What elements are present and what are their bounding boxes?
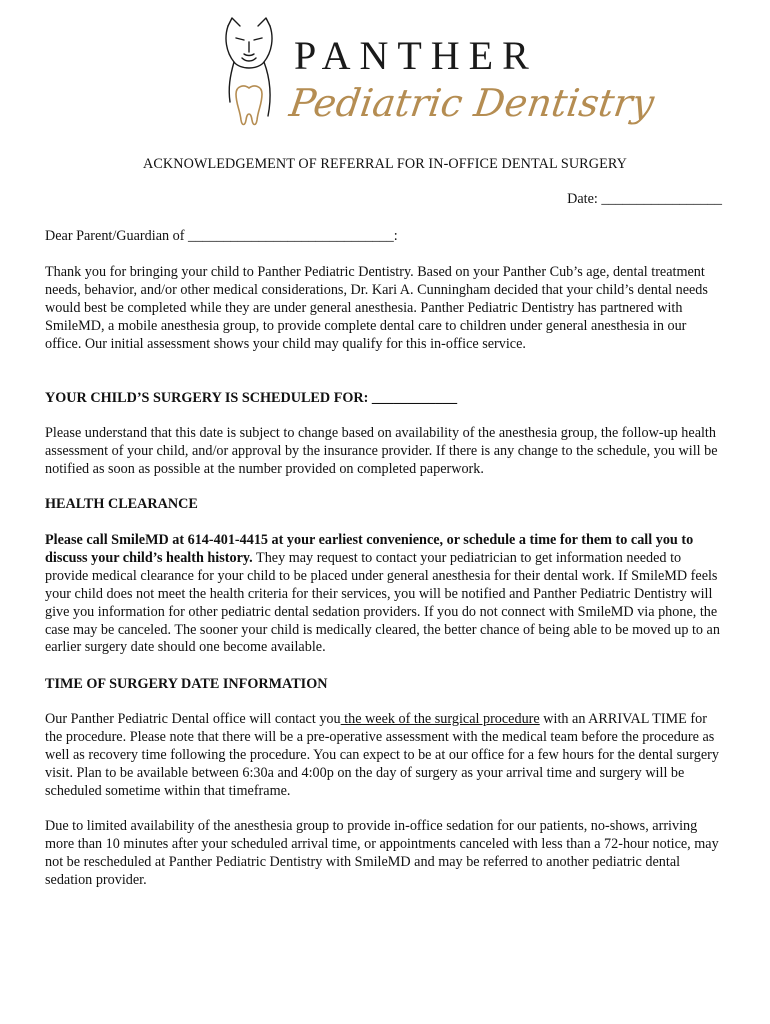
document-title: ACKNOWLEDGEMENT OF REFERRAL FOR IN-OFFICE DENTAL SURGERY <box>143 156 627 172</box>
panther-tooth-icon <box>220 16 278 134</box>
health-clearance-body: They may request to contact your pediatrician to get information needed to provide medical clearance for your child to be placed under general anesthesia for their dental work. If SmileMD feels your child does not meet the health criteria for their services, you will be notified and Panther Pediatric Dentistry will give you information for other pediatric dental sedation providers. If you do not connect with SmileMD via phone, the case may be canceled. The sooner your child is medically cleared, the better chance of being able to be moved up to an earlier surgery date should one become available. <box>45 549 720 656</box>
health-clearance-paragraph <box>45 532 725 657</box>
time-of-surgery-paragraph <box>45 711 725 801</box>
date-field: Date: _________________ <box>567 191 722 207</box>
scheduled-heading: YOUR CHILD’S SURGERY IS SCHEDULED FOR: ____________ <box>45 390 458 406</box>
health-clearance-heading: HEALTH CLEARANCE <box>45 496 198 512</box>
time-of-surgery-heading: TIME OF SURGERY DATE INFORMATION <box>45 676 328 692</box>
time-body-text: with an ARRIVAL TIME for the procedure. Please note that there will be a pre-operative assessment with the medical team before the procedure as well as recovery time following the procedure. You can expect to be at our office for a few hours for the dental surgery visit. Plan to be available between 6:30a and 4:00p on the day of surgery as your arrival time and surgery will be scheduled sometime within that timeframe. <box>45 711 719 799</box>
schedule-note-paragraph: Please understand that this date is subject to change based on availability of the anesthesia group, the follow-up health assessment of your child, and/or approval by the insurance provider. If there is any change to the schedule, you will be notified as soon as possible at the number provided on completed paperwork. <box>45 425 718 477</box>
brand-name: PANTHER <box>294 33 538 78</box>
salutation: Dear Parent/Guardian of _____________________________: <box>45 228 398 244</box>
brand-subtitle: Pediatric Dentistry <box>286 81 657 125</box>
policy-paragraph: Due to limited availability of the anesthesia group to provide in-office sedation for our patients, no-shows, arriving more than 10 minutes after your scheduled arrival time, or appointments canceled with less than a 72-hour notice, may not be rescheduled at Panther Pediatric Dentistry with SmileMD and may be referred to another pediatric dental sedation provider. <box>45 818 719 888</box>
time-underlined-text: the week of the surgical procedure <box>340 711 540 727</box>
practice-logo <box>220 16 657 136</box>
health-call-instruction: Please call SmileMD at 614-401-4415 at your earliest convenience, or schedule a time for them to call you to discuss your child’s health history. <box>45 532 694 566</box>
intro-paragraph: Thank you for bringing your child to Panther Pediatric Dentistry. Based on your Panther Cub’s age, dental treatment needs, behavior, and/or other medical considerations, Dr. Kari A. Cunningham decided that your child’s dental needs would best be completed while they are under general anesthesia. Panther Pediatric Dentistry has partnered with SmileMD, a mobile anesthesia group, to provide complete dental care to children under general anesthesia in our office. Our initial assessment shows your child may qualify for this in-office service. <box>45 264 708 352</box>
time-intro-text: Our Panther Pediatric Dental office will contact you <box>45 711 341 727</box>
